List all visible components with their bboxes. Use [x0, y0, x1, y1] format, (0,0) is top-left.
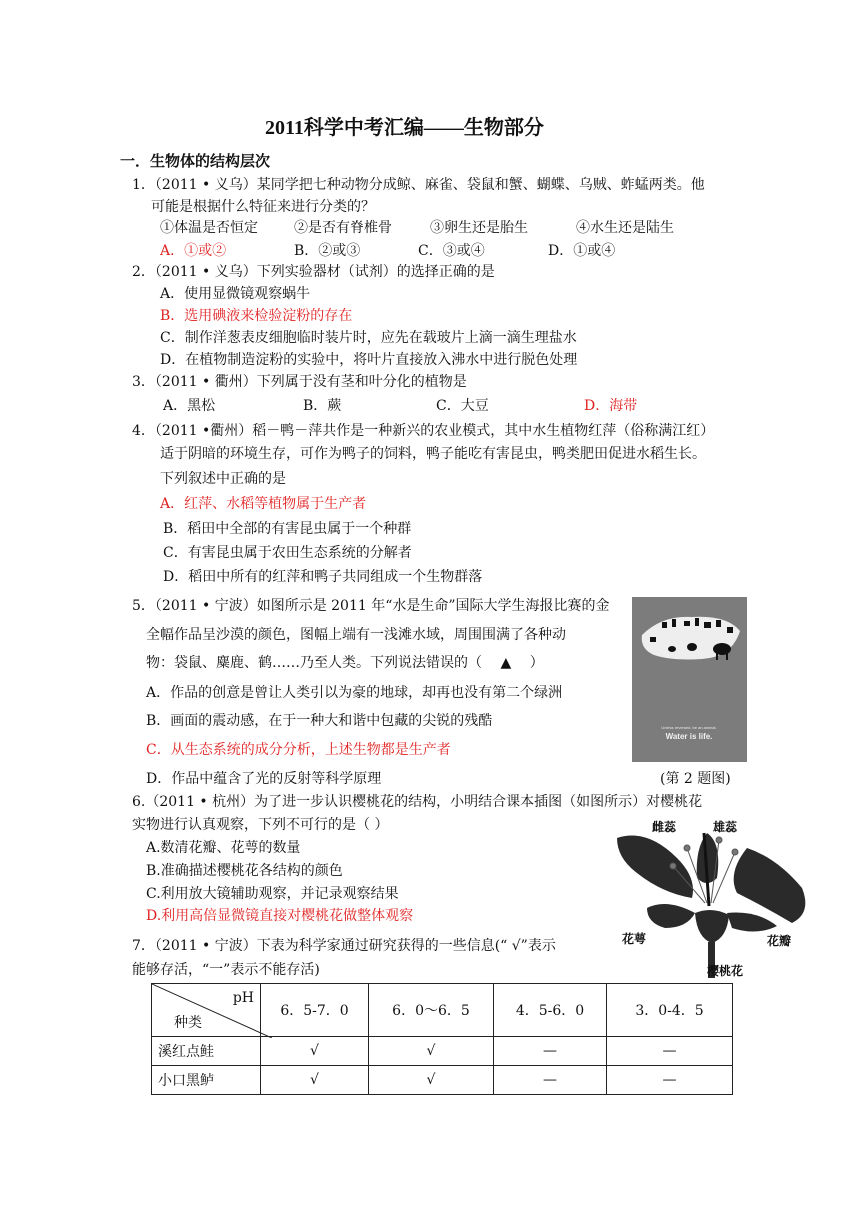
table-cell: √ — [261, 1066, 369, 1095]
page-title: 2011科学中考汇编——生物部分 — [265, 117, 544, 139]
table-cell: √ — [369, 1037, 494, 1066]
q4-choice-c: C．有害昆虫属于农田生态系统的分解者 — [163, 545, 412, 561]
table-corner-ph: pH — [232, 990, 254, 1006]
label-cherry-flower: 樱桃花 — [707, 964, 744, 978]
q3-choice-c: C．大豆 — [436, 398, 489, 414]
table-header: 6．5-7．0 — [261, 984, 369, 1037]
table-row — [152, 1066, 733, 1095]
q5-stem-text: 物：袋鼠、麋鹿、鹤……乃至人类。下列说法错误的（ — [146, 655, 482, 671]
table-corner-species: 种类 — [174, 1015, 202, 1031]
q1-choice-d: D．①或④ — [548, 243, 616, 259]
label-sepal: 花萼 — [622, 932, 647, 946]
q1-choice-c: C．③或④ — [418, 243, 485, 259]
q5-stem-line3 — [146, 653, 544, 673]
q1-option-3: ③卵生还是胎生 — [430, 220, 528, 236]
q5-choice-d: D．作品中蕴含了光的反射等科学原理 — [146, 771, 382, 787]
q5-choice-b: B．画面的震动感，在于一种大和谐中包藏的尖锐的残酷 — [146, 713, 493, 729]
table-cell: — — [494, 1066, 607, 1095]
table-row-label: 溪红点鲑 — [152, 1037, 261, 1066]
q5-choice-c: C．从生态系统的成分分析，上述生物都是生产者 — [146, 742, 451, 758]
poster-image — [632, 597, 747, 762]
table-cell: — — [494, 1037, 607, 1066]
q4-choice-a: A．红萍、水稻等植物属于生产者 — [160, 496, 367, 512]
q2-stem: 2．（2011 • 义乌）下列实验器材（试剂）的选择正确的是 — [132, 264, 495, 280]
survival-table — [151, 983, 733, 1095]
q4-stem-line3: 下列叙述中正确的是 — [160, 471, 286, 487]
q5-stem-line2: 全幅作品呈沙漠的颜色，图幅上端有一浅滩水域，周围围满了各种动 — [146, 627, 566, 643]
q5-stem-close: ） — [529, 655, 544, 671]
q6-stem-line2: 实物进行认真观察，下列不可行的是（ ） — [132, 817, 389, 833]
q6-choice-d: D.利用高倍显微镜直接对樱桃花做整体观察 — [146, 908, 414, 924]
table-header: 4．5-6．0 — [494, 984, 607, 1037]
q4-choice-b: B．稻田中全部的有害昆虫属于一个种群 — [163, 521, 412, 537]
q4-stem-line1: 4．（2011 •衢州）稻－鸭－萍共作是一种新兴的农业模式，其中水生植物红萍（俗称满江红） — [132, 423, 715, 439]
label-stamen: 雄蕊 — [713, 820, 738, 834]
q1-stem-line2: 可能是根据什么特征来进行分类的？ — [151, 199, 375, 215]
label-petal: 花瓣 — [767, 934, 792, 948]
q3-choice-a: A．黑松 — [163, 398, 216, 414]
q5-figure-caption: (第 2 题图) — [660, 771, 731, 787]
q2-choice-b: B．选用碘液来检验淀粉的存在 — [160, 308, 353, 324]
cherry-flower-illustration — [607, 818, 817, 978]
poster-headline: Water is life. — [665, 732, 713, 741]
q3-stem: 3．（2011 • 衢州）下列属于没有茎和叶分化的植物是 — [132, 374, 467, 390]
q6-choice-b: B.准确描述樱桃花各结构的颜色 — [146, 863, 343, 879]
q2-choice-c: C．制作洋葱表皮细胞临时装片时，应先在载玻片上滴一滴生理盐水 — [160, 330, 577, 346]
table-cell: √ — [261, 1037, 369, 1066]
table-row-label: 小口黑鲈 — [152, 1066, 261, 1095]
q1-option-4: ④水生还是陆生 — [576, 220, 674, 236]
q5-stem-line1: 5．（2011 • 宁波）如图所示是 2011 年“水是生命”国际大学生海报比赛的金 — [132, 598, 610, 614]
table-header: 3．0-4．5 — [607, 984, 733, 1037]
q1-choice-a: A．①或② — [160, 243, 227, 259]
q6-stem-line1: 6.（2011 • 杭州）为了进一步认识樱桃花的结构，小明结合课本插图（如图所示）对樱桃花 — [132, 794, 703, 810]
table-corner-cell — [152, 984, 261, 1037]
table-cell: √ — [369, 1066, 494, 1095]
q1-stem-line1: 1．（2011 • 义乌）某同学把七种动物分成鲸、麻雀、袋鼠和蟹、蝴蝶、乌贼、蚱蜢两类。他 — [132, 177, 705, 193]
q5-answer-mark: ▲ — [500, 655, 512, 671]
section-heading: 一．生物体的结构层次 — [120, 153, 271, 170]
q3-choice-d: D．海带 — [584, 398, 638, 414]
q4-stem-line2: 适于阴暗的环境生存，可作为鸭子的饲料，鸭子能吃有害昆虫，鸭类肥田促进水稻生长。 — [160, 446, 706, 462]
q4-choice-d: D．稻田中所有的红萍和鸭子共同组成一个生物群落 — [163, 569, 483, 585]
table-cell: — — [607, 1037, 733, 1066]
table-row — [152, 1037, 733, 1066]
q1-option-1: ①体温是否恒定 — [160, 220, 258, 236]
table-cell: — — [607, 1066, 733, 1095]
q5-choice-a: A．作品的创意是曾让人类引以为豪的地球，却再也没有第二个绿洲 — [146, 685, 563, 701]
q6-choice-a: A.数清花瓣、花萼的数量 — [146, 840, 301, 856]
label-pistil: 雌蕊 — [652, 820, 677, 834]
table-header-row — [152, 984, 733, 1037]
q2-choice-a: A．使用显微镜观察蜗牛 — [160, 286, 311, 302]
q7-stem-line2: 能够存活，“一”表示不能存活) — [132, 962, 320, 978]
table-header: 6．0～6．5 — [369, 984, 494, 1037]
q7-stem-line1: 7．（2011 • 宁波）下表为科学家通过研究获得的一些信息(“ √”表示 — [132, 938, 556, 954]
q2-choice-d: D．在植物制造淀粉的实验中，将叶片直接放入沸水中进行脱色处理 — [160, 352, 578, 368]
q1-choice-b: B．②或③ — [294, 243, 361, 259]
q6-choice-c: C.利用放大镜辅助观察，并记录观察结果 — [146, 886, 399, 902]
q1-option-2: ②是否有脊椎骨 — [294, 220, 392, 236]
poster-tagline: Unless reversed, be an animal. — [661, 725, 717, 730]
q3-choice-b: B．蕨 — [303, 398, 342, 414]
